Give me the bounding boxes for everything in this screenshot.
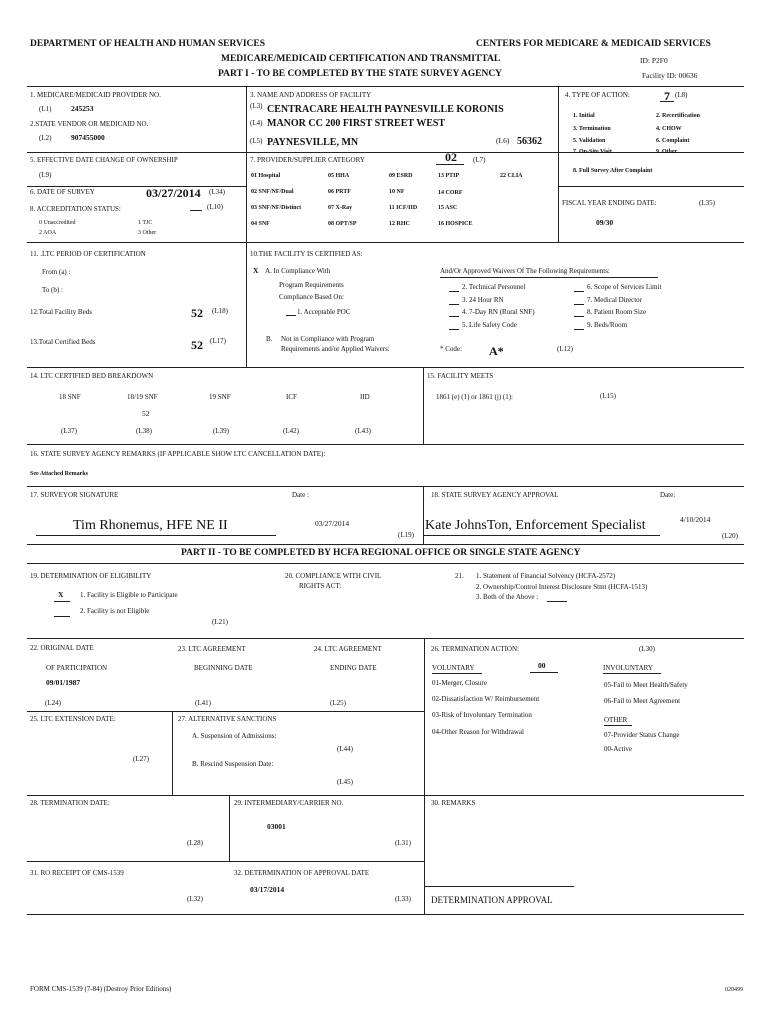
ownership-change-label: 5. EFFECTIVE DATE CHANGE OF OWNERSHIP [30, 156, 178, 164]
approval-date-value: 03/17/2014 [250, 885, 285, 894]
total-beds-label: 12.Total Facility Beds [30, 308, 92, 316]
intermediary-label: 29. INTERMEDIARY/CARRIER NO. [234, 799, 344, 807]
remarks-value: See Attached Remarks [30, 471, 88, 477]
form-id: ID: P2F0 [640, 56, 668, 65]
provider-no-label: 1. MEDICARE/MEDICAID PROVIDER NO. [30, 91, 161, 99]
certified-as-label: 10.THE FACILITY IS CERTIFIED AS: [250, 250, 363, 258]
original-date-label: 22. ORIGINAL DATE [30, 644, 94, 652]
facility-meets-label: 15. FACILITY MEETS [427, 372, 494, 380]
approval-date-label: 32. DETERMINATION OF APPROVAL DATE [234, 869, 370, 877]
termination-action-value: 00 [538, 661, 546, 670]
ltc-begin-label: 23. LTC AGREEMENT [178, 645, 246, 653]
part1-title: PART I - TO BE COMPLETED BY THE STATE SURVEY AGENCY [218, 69, 503, 79]
surveyor-date: 03/27/2014 [315, 519, 350, 528]
certification-code: A* [489, 344, 504, 358]
fiscal-year-label: FISCAL YEAR ENDING DATE: [562, 199, 657, 207]
surveyor-signature-label: 17. SURVEYOR SIGNATURE [30, 491, 119, 499]
ro-receipt-label: 31. RO RECEIPT OF CMS-1539 [30, 869, 124, 877]
facility-id: Facility ID: 00636 [642, 71, 698, 80]
termination-date-label: 28. TERMINATION DATE: [30, 799, 110, 807]
agency-approval-signature: Kate JohnsTon, Enforcement Specialist [425, 518, 646, 533]
form-code: 020499 [725, 987, 743, 993]
alternative-sanctions-label: 27. ALTERNATIVE SANCTIONS [178, 715, 277, 723]
facility-address-label: 3. NAME AND ADDRESS OF FACILITY [250, 91, 372, 99]
type-of-action-label: 4. TYPE OF ACTION: [565, 91, 630, 99]
survey-date-label: 6. DATE OF SURVEY [30, 188, 95, 196]
remarks-30-label: 30. REMARKS [431, 799, 476, 807]
certified-beds-label: 13.Total Certified Beds [30, 338, 96, 346]
accreditation-label: 8. ACCREDITATION STATUS: [30, 205, 121, 213]
department-title: DEPARTMENT OF HEALTH AND HUMAN SERVICES [30, 39, 266, 49]
ltc-end-label: 24. LTC AGREEMENT [314, 645, 382, 653]
facility-city: PAYNESVILLE, MN [267, 137, 359, 148]
form-title: MEDICARE/MEDICAID CERTIFICATION AND TRANSMITTAL [221, 54, 501, 64]
determination-approval-label: DETERMINATION APPROVAL [431, 895, 553, 905]
remarks-label: 16. STATE SURVEY AGENCY REMARKS (IF APPLICABLE SHOW LTC CANCELLATION DATE): [30, 450, 326, 458]
facility-name: CENTRACARE HEALTH PAYNESVILLE KORONIS [267, 104, 504, 115]
intermediary-value: 03001 [267, 822, 286, 831]
total-beds-value: 52 [191, 306, 203, 320]
vendor-no-label: 2.STATE VENDOR OR MEDICAID NO. [30, 120, 149, 128]
certified-beds-value: 52 [191, 338, 203, 352]
termination-action-label: 26. TERMINATION ACTION: [431, 645, 519, 653]
type-of-action-value: 7 [664, 89, 670, 103]
waivers-label: And/Or Approved Waivers Of The Following Requirements: [440, 267, 610, 275]
civil-rights-label: 20. COMPLIANCE WITH CIVIL [285, 572, 382, 580]
survey-date-value: 03/27/2014 [146, 186, 201, 200]
ltc-extension-label: 25. LTC EXTENSION DATE: [30, 715, 116, 723]
agency-title: CENTERS FOR MEDICARE & MEDICAID SERVICES [476, 39, 711, 49]
fiscal-year-value: 09/30 [596, 218, 614, 227]
facility-zip: 56362 [517, 136, 542, 147]
form-number: FORM CMS-1539 (7-84) (Destroy Prior Editions) [30, 985, 172, 993]
eligibility-label: 19. DETERMINATION OF ELIGIBILITY [30, 572, 152, 580]
provider-no-value: 245253 [71, 104, 94, 113]
eligibility-mark: X [58, 590, 64, 599]
surveyor-signature: Tim Rhonemus, HFE NE II [73, 518, 228, 533]
part2-title: PART II - TO BE COMPLETED BY HCFA REGIONAL OFFICE OR SINGLE STATE AGENCY [181, 548, 581, 558]
original-date-value: 09/01/1987 [46, 678, 81, 687]
vendor-no-value: 907455000 [71, 133, 105, 142]
ltc-period-label: 11. .LTC PERIOD OF CERTIFICATION [30, 250, 146, 258]
bed-breakdown-label: 14. LTC CERTIFIED BED BREAKDOWN [30, 372, 154, 380]
agency-approval-date: 4/10/2014 [680, 515, 711, 524]
provider-category-label: 7. PROVIDER/SUPPLIER CATEGORY [250, 156, 365, 164]
agency-approval-label: 18. STATE SURVEY AGENCY APPROVAL [431, 491, 559, 499]
snf-beds-value: 52 [142, 409, 150, 418]
compliance-mark: X [253, 266, 259, 275]
provider-category-value: 02 [445, 150, 457, 164]
facility-street: MANOR CC 200 FIRST STREET WEST [267, 118, 446, 129]
cms-1539-form: DEPARTMENT OF HEALTH AND HUMAN SERVICES CENTERS FOR MEDICARE & MEDICAID SERVICES MEDICARE/MEDICAID CERTIFICATION AND TRANSMITTAL PART I - TO BE COMPLETED BY THE STATE SURVEY AGENCY ID: P2F0 Facility ID: 00636 1. MEDICARE/MEDICAID PROVIDER NO. (L1) 245253 2.STATE VENDOR OR MEDICAID NO. (L2) 907455000 3. NAME AND ADDRESS OF FACILITY (L3) CENTRACARE HEALTH PAYNESVILLE KORONIS (L4) MANOR CC 200 FIRST STREET WEST (L5) PAYNESVILLE, MN (L6) 56362 4. TYPE OF ACTION: 7 (L8) 1. Initial 2. Recertification 3. Termination 4. CHOW 5. Validation 6. Complaint 7. On-Site Visit 9. Other 8. Full Survey After Complaint 5. EFFECTIVE DATE CHANGE OF OWNERSHIP (L9) 6. DATE OF SURVEY 03/27/2014 (L34) 8. ACCREDITATION STATUS: (L10) 0 Unaccredited 1 TJC 2 AOA 3 Other 7. PROVIDER/SUPPLIER CATEGORY 02 (L7) 01 Hospital 05 HHA 09 ESRD 13 PTIP 22 CLIA 02 SNF/NF/Dual 06 PRTF 10 NF 14 CORF 03 SNF/NF/Distinct 07 X-Ray 11 ICF/IID 15 ASC 04 SNF 08 OPT/SP 12 RHC 16 HOSPICE FISCAL YEAR ENDING DATE: (L35) 09/30 11. .LTC PERIOD OF CERTIFICATION From (a) : To (b) : 12.Total Facility Beds 52 (L18) 13.Total Certified Beds 52 (L17) 10.THE FACILITY IS CERTIFIED AS: X A. In Compliance With Program Requirements Compliance Based On: 1. Acceptable POC B. Not in Compliance with Program Requirements and/or Applied Waivers: And/Or Approved Waivers Of The Following Requirements: 2. Technical Personnel 3. 24 Hour RN 4. 7-Day RN (Rural SNF) 5. Life Safety Code 6. Scope of Services Limit 7. Medical Director 8. Patient Room Size 9. Beds/Room * Code: A* (L12) 14. LTC CERTIFIED BED BREAKDOWN 18 SNF 18/19 SNF 19 SNF ICF IID 52 (L37) (L38) (L39) (L42) (L43) 15. FACILITY MEETS 1861 (e) (1) or 1861 (j) (1): (L15) 16. STATE SURVEY AGENCY REMARKS (IF APPLICABLE SHOW LTC CANCELLATION DATE): See Attached Remarks 17. SURVEYOR SIGNATURE Date : Tim Rhonemus, HFE NE II 03/27/2014 (L19) 18. STATE SURVEY AGENCY APPROVAL Date: Kate JohnsTon, Enforcement Specialist 4/10/2014 (L20) PART II - TO BE COMPLETED BY HCFA REGIONAL OFFICE OR SINGLE STATE AGENCY 19. DETERMINATION OF ELIGIBILITY X 1. Facility is Eligible to Participate 2. Facility is not Eligible (L21) 20. COMPLIANCE WITH CIVIL RIGHTS ACT: 21. 1. Statement of Financial Solvency (HCFA-2572) 2. Ownership/Control Interest Disclosure Stmt (HCFA-1513) 3. Both of the Above : 22. ORIGINAL DATE OF PARTICIPATION 09/01/1987 (L24) 23. LTC AGREEMENT BEGINNING DATE (L41) 24. LTC AGREEMENT ENDING DATE (L25) 25. LTC EXTENSION DATE: (L27) 27. ALTERNATIVE SANCTIONS A. Suspension of Admissions: (L44) B. Rescind Suspension Date: (L45) 26. TERMINATION ACTION: (L30) 00 VOLUNTARY INVOLUNTARY 01-Merger, Closure 02-Dissatisfaction W/ Reimbursement 03-Risk of Involuntary Termination 04-Other Reason for Withdrawal 05-Fail to Meet Health/Safety 06-Fail to Meet Agreement OTHER 07-Provider Status Change 00-Active 28. TERMINATION DATE: (L28) 29. INTERMEDIARY/CARRIER NO. 03001 (L31) 30. REMARKS 31. RO RECEIPT OF CMS-1539 (L32) 32. DETERMINATION OF APPROVAL DATE 03/17/2014 (L33) DETERMINATION APPROVAL FORM CMS-1539 (7-84) (Destroy Prior Editions) 020499 [0, 0, 770, 1024]
